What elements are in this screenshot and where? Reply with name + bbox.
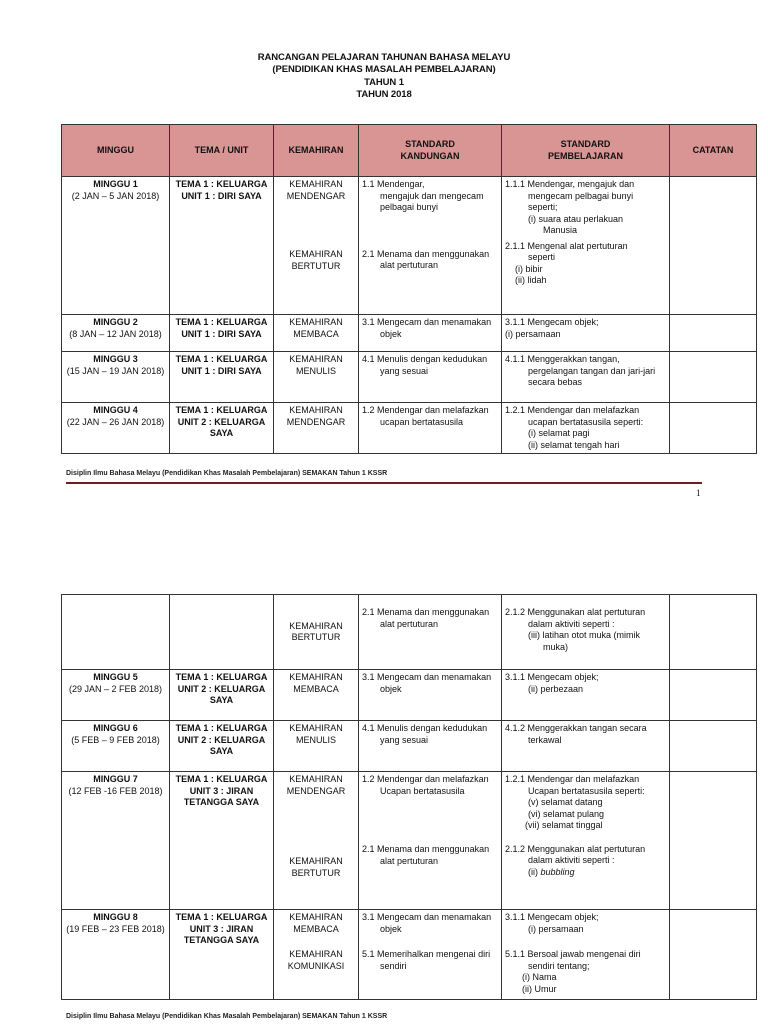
skill-cell: KEMAHIRAN MENDENGAR KEMAHIRAN BERTUTUR [274,177,359,315]
notes-cell [670,670,757,721]
table-row [62,670,757,721]
table-row [62,772,757,910]
notes-cell [670,315,757,352]
table-row [62,315,757,352]
theme-cell: TEMA 1 : KELUARGA UNIT 2 : KELUARGA SAYA [170,403,274,454]
title-line-3: TAHUN 1 [364,76,404,88]
header-minggu: MINGGU [62,125,170,177]
learning-standard-cell: 1.1.1 Mendengar, mengajuk dan mengecam pelbagai bunyi seperti; (i) suara atau perlakuan Manusia 2.1.1 Mengenal alat pertuturan seperti (i) bibir (ii) lidah [502,177,670,315]
skill-cell: KEMAHIRAN MENDENGAR [274,403,359,454]
content-standard-cell: 3.1 Mengecam dan menamakan objek [359,315,502,352]
table-row [62,910,757,1000]
header-kemahiran: KEMAHIRAN [274,125,359,177]
title-line-4: TAHUN 2018 [356,88,412,100]
table-row [62,352,757,403]
lesson-plan-table-page1 [61,124,757,454]
content-standard-cell: 3.1 Mengecam dan menamakan objek 5.1 Memerihalkan mengenai diri sendiri [359,910,502,1000]
notes-cell [670,772,757,910]
week-cell: MINGGU 5 (29 JAN – 2 FEB 2018) [62,670,170,721]
notes-cell [670,352,757,403]
content-standard-cell: 4.1 Menulis dengan kedudukan yang sesuai [359,721,502,772]
table-row [62,595,757,670]
learning-standard-cell: 2.1.2 Menggunakan alat pertuturan dalam aktiviti seperti : (iii) latihan otot muka (mimik muka) [502,595,670,670]
table-row [62,177,757,315]
learning-standard-cell: 3.1.1 Mengecam objek; (i) persamaan [502,315,670,352]
learning-standard-cell: 3.1.1 Mengecam objek; (i) persamaan 5.1.1 Bersoal jawab mengenai diri sendiri tentang; (i) Nama (ii) Umur [502,910,670,1000]
table-row [62,721,757,772]
content-standard-cell: 2.1 Menama dan menggunakan alat pertuturan [359,595,502,670]
content-standard-cell: 1.2 Mendengar dan melafazkan ucapan bertatasusila [359,403,502,454]
document-title [0,52,768,101]
skill-cell: KEMAHIRAN MEMBACA KEMAHIRAN KOMUNIKASI [274,910,359,1000]
header-standard-kandungan: STANDARD KANDUNGAN [359,125,502,177]
page-footer: Disiplin Ilmu Bahasa Melayu (Pendidikan Khas Masalah Pembelajaran) SEMAKAN Tahun 1 KSSR [66,470,388,477]
content-standard-cell: 3.1 Mengecam dan menamakan objek [359,670,502,721]
notes-cell [670,595,757,670]
week-cell: MINGGU 1 (2 JAN – 5 JAN 2018) [62,177,170,315]
theme-cell: TEMA 1 : KELUARGA UNIT 3 : JIRAN TETANGGA SAYA [170,772,274,910]
skill-cell: KEMAHIRAN MENDENGAR KEMAHIRAN BERTUTUR [274,772,359,910]
week-cell: MINGGU 2 (8 JAN – 12 JAN 2018) [62,315,170,352]
skill-cell: KEMAHIRAN BERTUTUR [274,595,359,670]
notes-cell [670,910,757,1000]
header-tema: TEMA / UNIT [170,125,274,177]
learning-standard-cell: 3.1.1 Mengecam objek; (ii) perbezaan [502,670,670,721]
week-cell: MINGGU 8 (19 FEB – 23 FEB 2018) [62,910,170,1000]
notes-cell [670,403,757,454]
theme-cell: TEMA 1 : KELUARGA UNIT 3 : JIRAN TETANGGA SAYA [170,910,274,1000]
title-line-1: RANCANGAN PELAJARAN TAHUNAN BAHASA MELAYU [257,52,511,63]
week-cell: MINGGU 4 (22 JAN – 26 JAN 2018) [62,403,170,454]
learning-standard-cell: 4.1.2 Menggerakkan tangan secara terkawal [502,721,670,772]
lesson-plan-table-page2 [61,594,757,1000]
content-standard-cell: 1.1 Mendengar, mengajuk dan mengecam pelbagai bunyi 2.1 Menama dan menggunakan alat pertuturan [359,177,502,315]
skill-cell: KEMAHIRAN MEMBACA [274,315,359,352]
theme-cell: TEMA 1 : KELUARGA UNIT 1 : DIRI SAYA [170,315,274,352]
content-standard-cell: 4.1 Menulis dengan kedudukan yang sesuai [359,352,502,403]
theme-cell: TEMA 1 : KELUARGA UNIT 1 : DIRI SAYA [170,177,274,315]
learning-standard-cell: 4.1.1 Menggerakkan tangan, pergelangan tangan dan jari-jari secara bebas [502,352,670,403]
skill-cell: KEMAHIRAN MEMBACA [274,670,359,721]
content-standard-cell: 1.2 Mendengar dan melafazkan Ucapan bertatasusila 2.1 Menama dan menggunakan alat pertuturan [359,772,502,910]
week-cell [62,595,170,670]
page-footer: Disiplin Ilmu Bahasa Melayu (Pendidikan Khas Masalah Pembelajaran) SEMAKAN Tahun 1 KSSR [66,1013,388,1020]
title-line-2: (PENDIDIKAN KHAS MASALAH PEMBELAJARAN) [272,64,496,76]
table-header-row [62,125,757,177]
header-catatan: CATATAN [670,125,757,177]
theme-cell: TEMA 1 : KELUARGA UNIT 2 : KELUARGA SAYA [170,721,274,772]
theme-cell: TEMA 1 : KELUARGA UNIT 1 : DIRI SAYA [170,352,274,403]
week-cell: MINGGU 7 (12 FEB -16 FEB 2018) [62,772,170,910]
page-number: 1 [696,488,701,498]
skill-cell: KEMAHIRAN MENULIS [274,721,359,772]
header-standard-pembelajaran: STANDARD PEMBELAJARAN [502,125,670,177]
learning-standard-cell: 1.2.1 Mendengar dan melafazkan Ucapan bertatasusila seperti: (v) selamat datang (vi) selamat pulang (vii) selamat tinggal 2.1.2 Menggunakan alat pertuturan dalam aktiviti seperti : (ii) bubbling [502,772,670,910]
table-row [62,403,757,454]
notes-cell [670,721,757,772]
skill-cell: KEMAHIRAN MENULIS [274,352,359,403]
week-cell: MINGGU 3 (15 JAN – 19 JAN 2018) [62,352,170,403]
notes-cell [670,177,757,315]
theme-cell [170,595,274,670]
learning-standard-cell: 1.2.1 Mendengar dan melafazkan ucapan bertatasusila seperti: (i) selamat pagi (ii) selamat tengah hari [502,403,670,454]
week-cell: MINGGU 6 (5 FEB – 9 FEB 2018) [62,721,170,772]
theme-cell: TEMA 1 : KELUARGA UNIT 2 : KELUARGA SAYA [170,670,274,721]
footer-divider [66,482,702,484]
